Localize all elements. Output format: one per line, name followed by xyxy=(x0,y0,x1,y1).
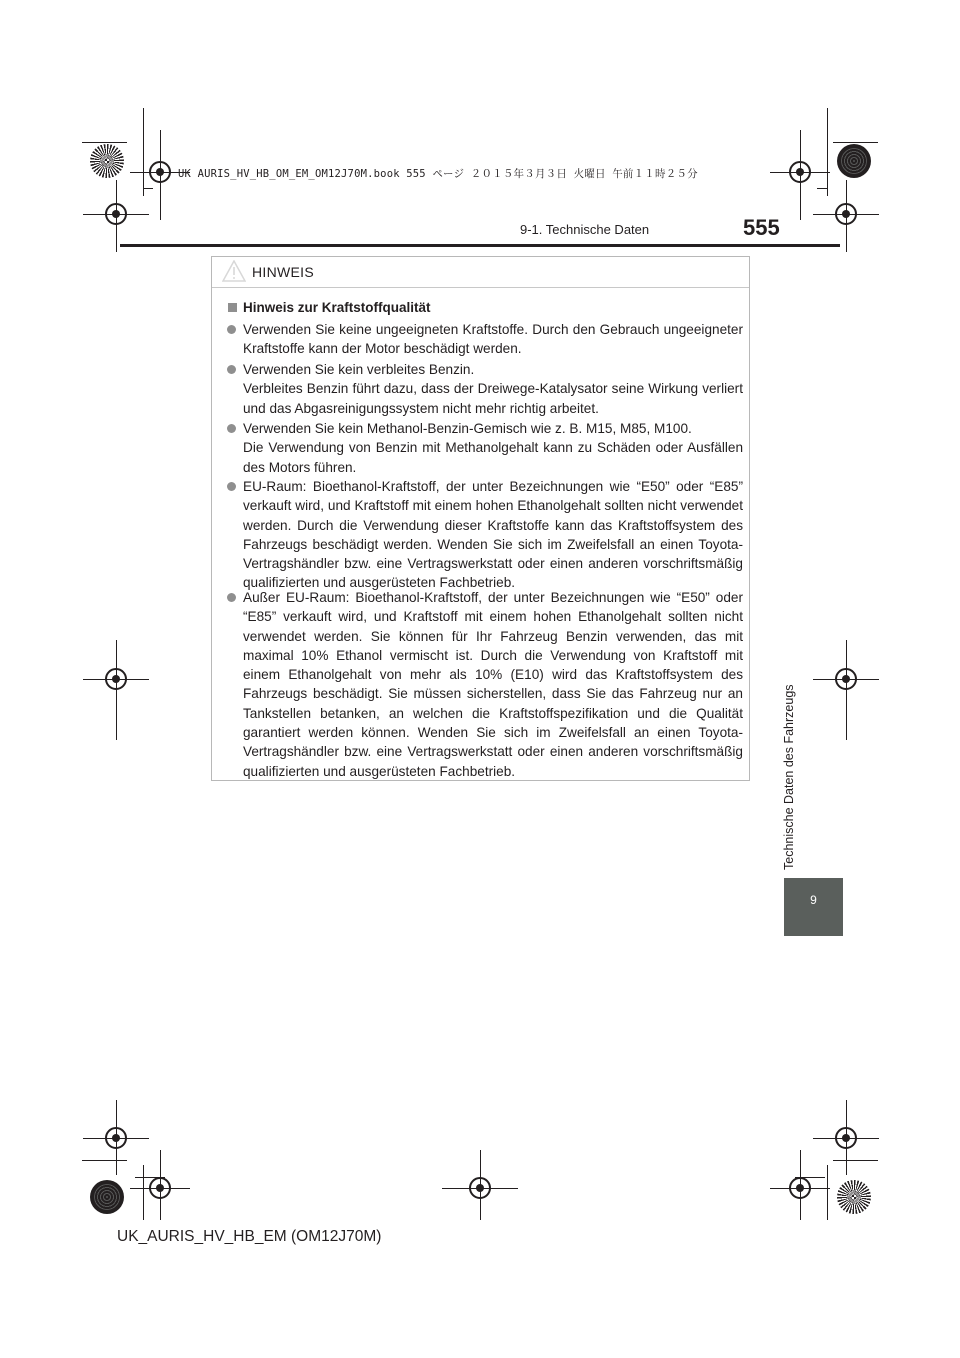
registration-mark-icon xyxy=(105,1127,127,1149)
list-item xyxy=(243,588,743,781)
registration-mark-icon xyxy=(835,668,857,690)
registration-mark-icon xyxy=(789,161,811,183)
bullet-icon xyxy=(227,482,236,491)
note-section-title xyxy=(228,300,431,315)
chapter-title: Technische Daten des Fahrzeugs xyxy=(782,684,796,870)
note-section-label: Hinweis zur Kraftstoffqualität xyxy=(243,300,431,315)
book-info-line: UK AURIS_HV_HB_OM_EM_OM12J70M.book 555 ページ ２０１５年３月３日 火曜日 午前１１時２５分 xyxy=(178,168,698,180)
registration-mark-icon xyxy=(835,203,857,225)
bullet-icon xyxy=(227,365,236,374)
section-square-icon xyxy=(228,303,237,312)
resolution-target-icon xyxy=(837,144,871,178)
chapter-number: 9 xyxy=(810,893,817,907)
resolution-target-icon xyxy=(90,1180,124,1214)
list-item-text: Verwenden Sie kein Methanol-Benzin-Gemisch wie z. B. M15, M85, M100. xyxy=(243,421,692,436)
note-title: HINWEIS xyxy=(252,264,314,280)
list-item xyxy=(243,477,743,593)
list-item xyxy=(243,360,743,418)
list-item-text: Verwenden Sie keine ungeeigneten Kraftstoffe. Durch den Gebrauch ungeeigneter Kraftstoffe kann der Motor beschädigt werden. xyxy=(243,322,743,357)
section-title: 9-1. Technische Daten xyxy=(520,222,650,237)
registration-mark-icon xyxy=(105,203,127,225)
resolution-target-icon xyxy=(90,144,124,178)
registration-mark-icon xyxy=(469,1177,491,1199)
registration-mark-icon xyxy=(789,1177,811,1199)
registration-mark-icon xyxy=(835,1127,857,1149)
registration-mark-icon xyxy=(149,161,171,183)
registration-mark-icon xyxy=(105,668,127,690)
bullet-icon xyxy=(227,325,236,334)
resolution-target-icon xyxy=(837,1180,871,1214)
bullet-icon xyxy=(227,593,236,602)
list-item-text: Die Verwendung von Benzin mit Methanolgehalt kann zu Schäden oder Ausfällen des Motors führen. xyxy=(243,440,743,475)
list-item-text: Verwenden Sie kein verbleites Benzin. xyxy=(243,362,475,377)
chapter-tab xyxy=(784,878,843,936)
header-rule xyxy=(120,244,840,247)
document-code: UK_AURIS_HV_HB_EM (OM12J70M) xyxy=(117,1228,382,1245)
list-item-text: EU-Raum: Bioethanol-Kraftstoff, der unter Bezeichnungen wie “E50” oder “E85” verkauft wird, und Kraftstoff mit einem hohen Ethanolgehalt sollten nicht verwendet werden. Durch die Verwendung dieser Kraftstoffe kann das Kraftstoffsystem des Fahrzeugs beschädigt werden. Wenden Sie sich im Zweifelsfall an einen Toyota-Vertragshändler bzw. eine Vertragswerkstatt oder einen anderen vorschriftsmäßig qualifizierten und ausgerüsteten Fachbetrieb. xyxy=(243,479,743,591)
list-item-text: Verbleites Benzin führt dazu, dass der Dreiwege-Katalysator seine Wirkung verliert und das Abgasreinigungssystem nicht mehr richtig arbeitet. xyxy=(243,381,743,416)
list-item xyxy=(243,419,743,477)
page-number: 555 xyxy=(743,215,780,240)
registration-mark-icon xyxy=(149,1177,171,1199)
bullet-icon xyxy=(227,424,236,433)
list-item xyxy=(243,320,743,359)
list-item-text: Außer EU-Raum: Bioethanol-Kraftstoff, der unter Bezeichnungen wie “E50” oder “E85” verkauft wird, und Kraftstoff mit einem hohen Ethanolgehalt sollten nicht verwendet werden. Sie können für Ihr Fahrzeug Benzin verwenden, das mit maximal 10% Ethanol vermischt ist. Durch die Verwendung von Kraftstoff mit einem Ethanolgehalt von mehr als 10% (E10) wird das Kraftstoffsystem des Fahrzeugs beschädigt. Sie müssen sicherstellen, dass Sie das Fahrzeug nur an Tankstellen betanken, an welchen die Kraftstoffspezifikation und die Qualität garantiert werden können. Wenden Sie sich im Zweifelsfall an einen Toyota-Vertragshändler bzw. eine Vertragswerkstatt oder einen anderen vorschriftsmäßig qualifizierten und ausgerüsteten Fachbetrieb. xyxy=(243,590,743,779)
warning-triangle-icon xyxy=(222,260,246,282)
